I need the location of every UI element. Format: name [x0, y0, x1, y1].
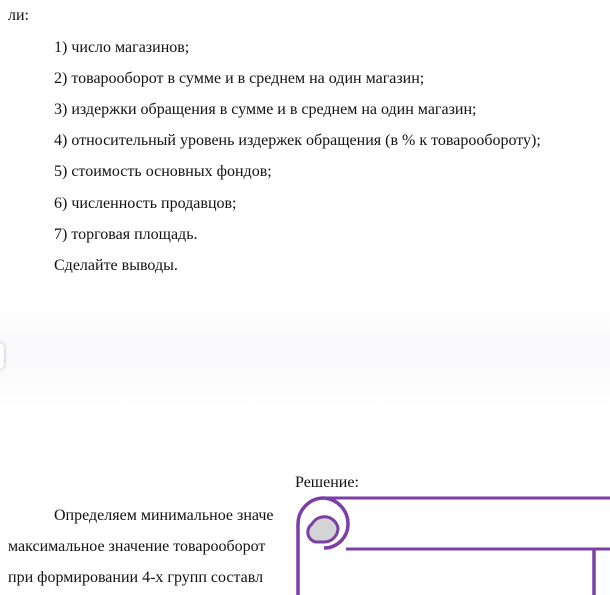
list-item-3: 3) издержки обращения в сумме и в среднем на один магазин;	[54, 101, 477, 118]
conclusion-text: Сделайте выводы.	[54, 257, 178, 274]
side-panel-handle[interactable]	[0, 343, 4, 369]
list-item-6: 6) численность продавцов;	[54, 195, 237, 212]
text-fragment: ли:	[8, 7, 29, 24]
list-item-5: 5) стоимость основных фондов;	[54, 163, 272, 180]
scroll-icon[interactable]	[296, 496, 610, 595]
list-item-4: 4) относительный уровень издержек обращения (в % к товарообороту);	[54, 132, 541, 149]
solution-heading: Решение:	[295, 474, 359, 491]
solution-line-2: максимальное значение товарооборот	[8, 538, 266, 555]
page-break-band	[0, 298, 610, 410]
solution-line-3: при формировании 4-х групп составл	[8, 569, 264, 586]
list-item-7: 7) торговая площадь.	[54, 226, 198, 243]
list-item-2: 2) товарооборот в сумме и в среднем на один магазин;	[54, 70, 425, 87]
solution-line-1: Определяем минимальное значе	[54, 507, 274, 524]
list-item-1: 1) число магазинов;	[54, 39, 190, 56]
